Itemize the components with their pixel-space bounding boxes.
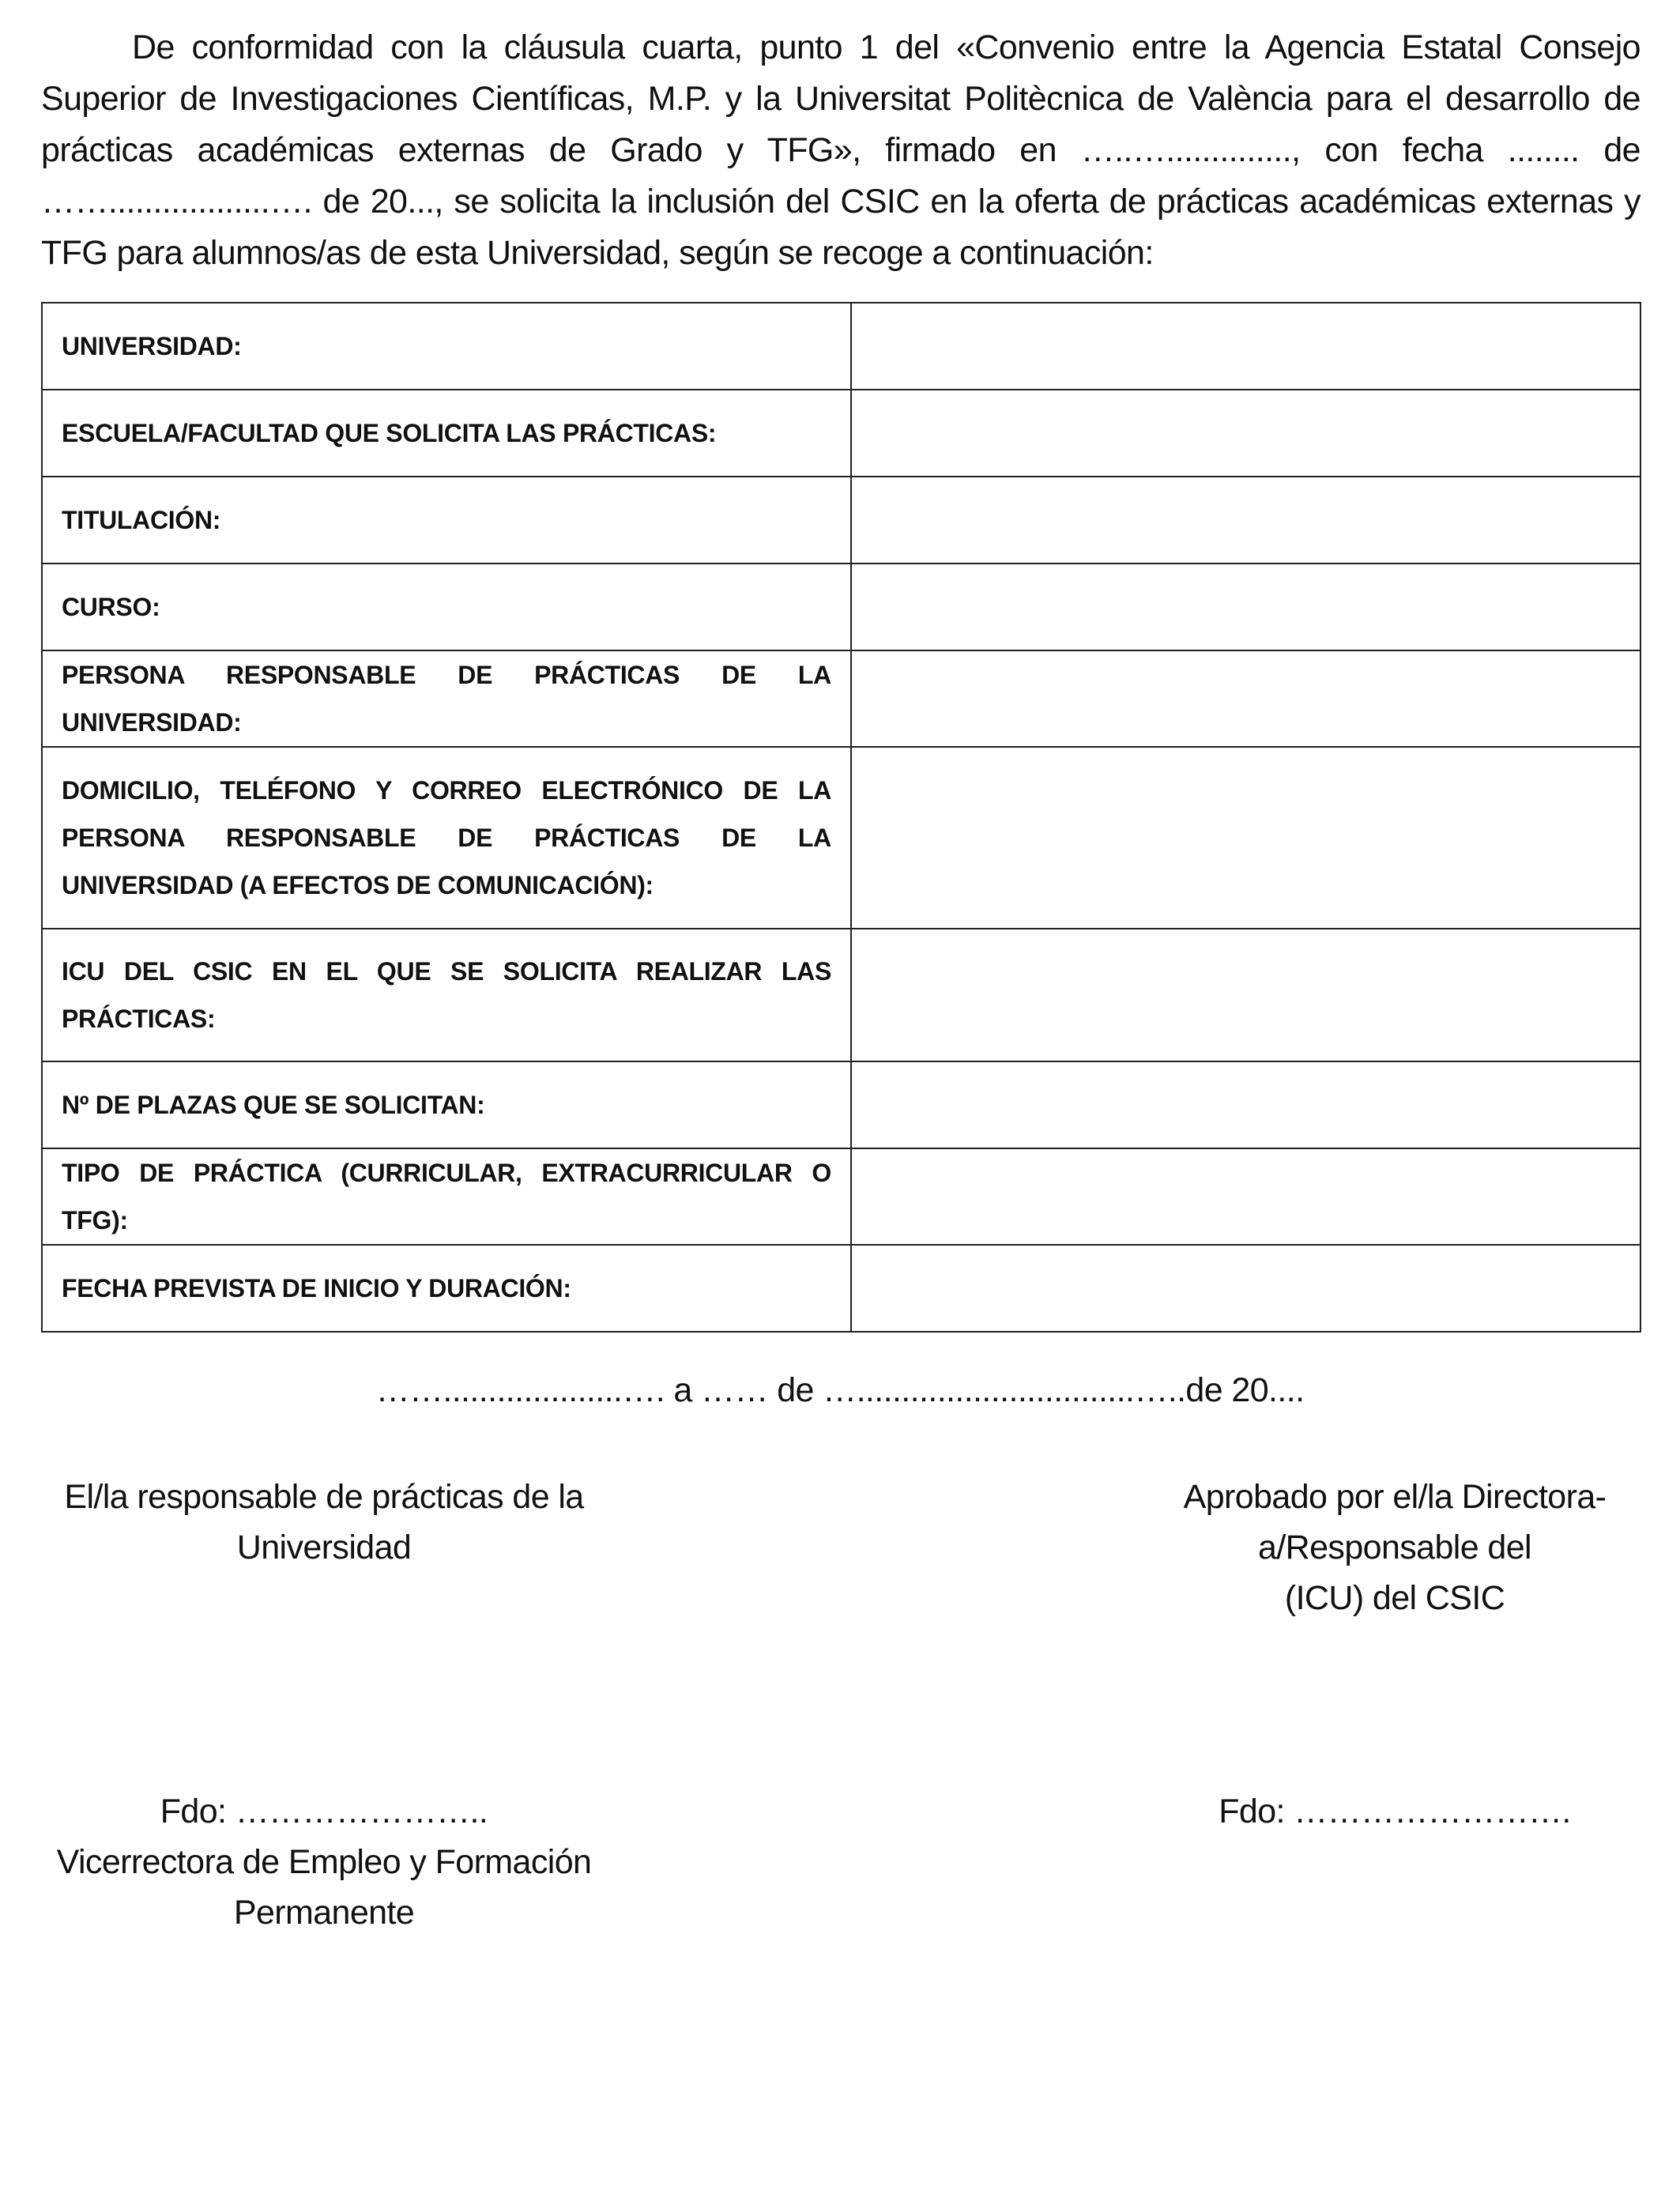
left-title-line: El/la responsable de prácticas de la — [64, 1478, 584, 1516]
right-title-line: Aprobado por el/la Directora- — [1183, 1478, 1607, 1516]
row-value-curso[interactable] — [851, 564, 1640, 650]
request-form-table — [41, 302, 1641, 1333]
row-label-persona-responsable: PERSONA RESPONSABLE DE PRÁCTICAS DE LA UNIVERSIDAD: — [42, 650, 851, 747]
row-value-numero-plazas[interactable] — [851, 1061, 1640, 1148]
row-value-tipo-practica[interactable] — [851, 1148, 1640, 1245]
row-label-curso: CURSO: — [42, 564, 851, 650]
row-value-fecha-inicio[interactable] — [851, 1245, 1640, 1332]
right-title-line: (ICU) del CSIC — [1284, 1579, 1505, 1617]
row-label-escuela-facultad: ESCUELA/FACULTAD QUE SOLICITA LAS PRÁCTICAS: — [42, 390, 851, 477]
left-signature-block — [41, 1786, 607, 1938]
table-row — [42, 303, 1640, 390]
row-value-persona-responsable[interactable] — [851, 650, 1640, 747]
row-label-domicilio-contacto: DOMICILIO, TELÉFONO Y CORREO ELECTRÓNICO DE LA PERSONA RESPONSABLE DE PRÁCTICAS DE LA UNIVERSIDAD (A EFECTOS DE COMUNICACIÓN): — [42, 747, 851, 929]
table-row — [42, 477, 1640, 564]
row-label-icu-csic: ICU DEL CSIC EN EL QUE SE SOLICITA REALIZAR LAS PRÁCTICAS: — [42, 929, 851, 1061]
place-date-line: ……....................…. a …… de …...............................…..de 20.... — [375, 1371, 1305, 1409]
row-value-titulacion[interactable] — [851, 477, 1640, 564]
row-label-universidad: UNIVERSIDAD: — [42, 303, 851, 390]
intro-paragraph: De conformidad con la cláusula cuarta, punto 1 del «Convenio entre la Agencia Estatal Consejo Superior de Investigaciones Científicas, M.P. y la Universitat Politècnica de València para el desarrollo de prácticas académicas externas de Grado y TFG», firmado en …..….............., con fecha ........ de ……..................…. de 20..., se solicita la inclusión del CSIC en la oferta de prácticas académicas externas y TFG para alumnos/as de esta Universidad, según se recoge a continuación: — [41, 28, 1640, 272]
row-value-universidad[interactable] — [851, 303, 1640, 390]
table-row — [42, 1061, 1640, 1148]
table-row — [42, 929, 1640, 1061]
right-signature-title — [1106, 1472, 1680, 1623]
left-signer-name: Permanente — [233, 1894, 415, 1932]
right-signature-block — [1106, 1786, 1680, 1837]
right-title-line: a/Responsable del — [1258, 1529, 1531, 1566]
table-row — [42, 747, 1640, 929]
row-label-fecha-inicio: FECHA PREVISTA DE INICIO Y DURACIÓN: — [42, 1245, 851, 1332]
row-value-domicilio-contacto[interactable] — [851, 747, 1640, 929]
left-signature-title — [41, 1472, 607, 1573]
table-row — [42, 390, 1640, 477]
row-value-escuela-facultad[interactable] — [851, 390, 1640, 477]
table-row — [42, 650, 1640, 747]
left-signer-name: Vicerrectora de Empleo y Formación — [56, 1843, 592, 1881]
left-title-line: Universidad — [236, 1529, 412, 1566]
row-label-tipo-practica: TIPO DE PRÁCTICA (CURRICULAR, EXTRACURRICULAR O TFG): — [42, 1148, 851, 1245]
table-row — [42, 1148, 1640, 1245]
table-row — [42, 564, 1640, 650]
row-label-titulacion: TITULACIÓN: — [42, 477, 851, 564]
row-label-numero-plazas: Nº DE PLAZAS QUE SE SOLICITAN: — [42, 1061, 851, 1148]
row-value-icu-csic[interactable] — [851, 929, 1640, 1061]
left-fdo-line: Fdo: ………………….. — [160, 1793, 488, 1830]
table-row — [42, 1245, 1640, 1332]
right-fdo-line: Fdo: ……………………. — [1219, 1793, 1571, 1830]
